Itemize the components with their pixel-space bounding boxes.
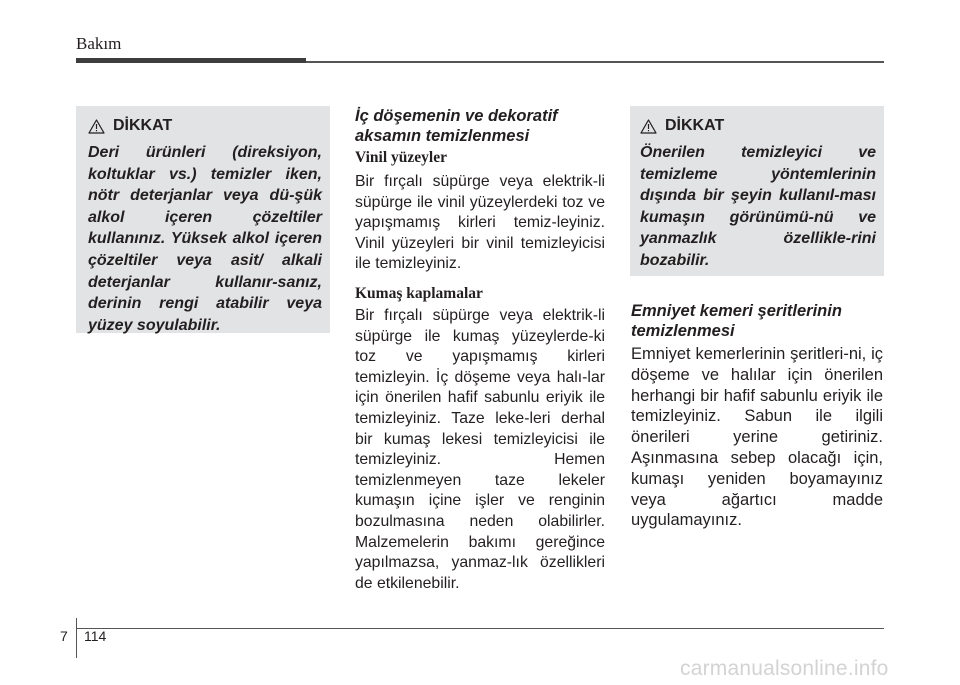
caution-box-fabric [630,106,884,276]
warning-triangle-icon [88,119,105,134]
caution-title: DİKKAT [665,117,725,134]
page-number: 114 [84,628,107,644]
watermark: carmanualsonline.info [680,657,889,680]
paragraph-vinyl: Bir fırçalı süpürge veya elektrik-li süpürge ile vinil yüzeylerdeki toz ve yapışmamış kirleri temiz-leyiniz. Vinil yüzeyleri bir vinil temizleyicisi ile temizleyiniz. [355,173,605,273]
header-rule-thin [306,61,884,63]
sub-heading-vinyl: Vinil yüzeyler [355,149,447,166]
footer-divider-vertical [76,618,77,658]
caution-text: Deri ürünleri (direksiyon, koltuklar vs.) temizler iken, nötr deterjanlar veya dü-şük alkol içeren çözeltiler kullanınız. Yüksek alkol içeren çözeltiler veya asit/ alkali deterjanlar kullanır-sanız, derinin rengi atabilir veya yüzey soyulabilir. [88,144,322,334]
paragraph-fabric: Bir fırçalı süpürge veya elektrik-li süpürge ile kumaş yüzeylerde-ki toz ve yapışmamış kirleri temizleyin. İç döşeme veya halı-lar için önerilen hafif sabunlu eriyik ile temizleyiniz. Taze leke-leri derhal bir kumaş lekesi temizleyicisi ile temizleyiniz. Hemen temizlenmeyen taze lekeler kumaşın içine işler ve renginin bozulmasına neden olabilirler. Malzemelerin bakımı gereğince yapılmazsa, yanmaz-lık özellikleri de etkilenebilir. [355,307,605,592]
caution-text: Önerilen temizleyici ve temizleme yöntemlerinin dışında bir şeyin kullanıl-ması kumaşın görünümü-nü ve yanmazlık özellikle-rini bozabilir. [640,144,876,269]
caution-box-leather [76,106,330,333]
paragraph-seatbelt: Emniyet kemerlerinin şeritleri-ni, iç döşeme ve halılar için önerilen herhangi bir hafif sabunlu eriyik ile temizleyiniz. Sabun ile ilgili önerileri yerine getiriniz. Aşınmasına sebep olacağı için, kumaşı yeniden boyamayınız veya ağartıcı madde uygulamayınız. [631,345,883,530]
footer-rule [76,628,884,629]
header-rule-thick [76,58,306,63]
caution-title: DİKKAT [113,117,173,134]
section-heading-interior: İç döşemenin ve dekoratif aksamın temizlenmesi [355,107,558,145]
caution-header [88,116,322,136]
section-heading-seatbelt: Emniyet kemeri şeritlerinin temizlenmesi [631,302,842,340]
caution-header [640,116,876,136]
sub-heading-fabric: Kumaş kaplamalar [355,285,483,302]
warning-triangle-icon [640,119,657,134]
page-header-title: Bakım [76,34,122,53]
chapter-number: 7 [60,628,68,644]
